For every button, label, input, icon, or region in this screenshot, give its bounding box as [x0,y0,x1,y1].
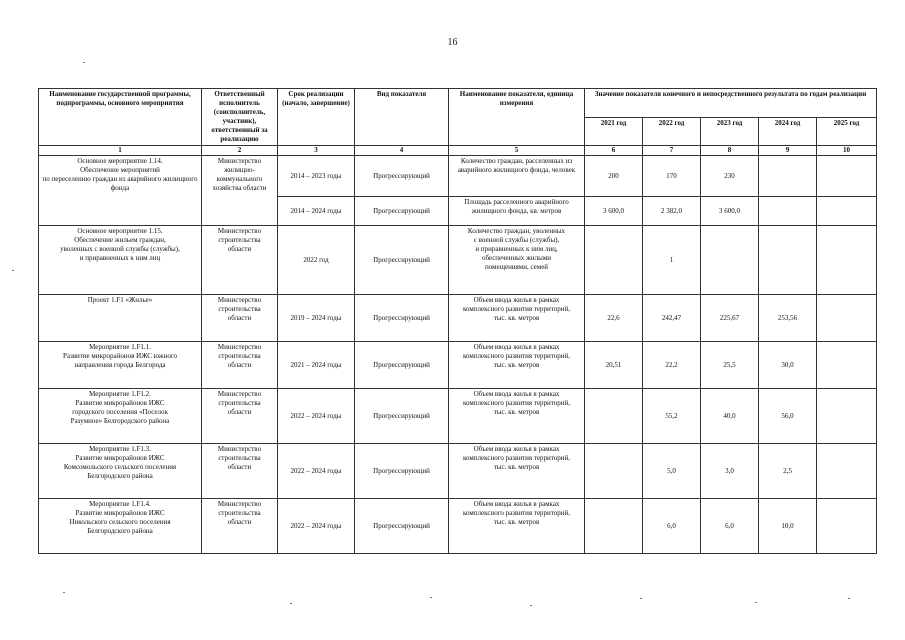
value-cell: 55,2 [643,389,701,444]
scan-speck [83,62,85,63]
value-cell [817,295,877,342]
type-cell: Прогрессирующий [355,226,449,295]
program-cell: Мероприятие 1.F1.2. Развитие микрорайонов ИЖС городского поселения «Поселок Разумное» Белгородского района [39,389,202,444]
scan-speck [530,605,532,606]
value-cell [759,197,817,226]
column-number: 8 [701,146,759,156]
type-cell: Прогрессирующий [355,499,449,554]
value-cell [585,499,643,554]
value-cell [585,444,643,499]
value-cell: 1 [643,226,701,295]
indicator-cell: Объем ввода жилья в рамках комплексного развития территорий, тыс. кв. метров [449,295,585,342]
value-cell: 170 [643,156,701,197]
indicator-cell: Количество граждан, расселенных из аварийного жилищного фонда, человек [449,156,585,197]
value-cell: 10,0 [759,499,817,554]
term-cell: 2019 – 2024 годы [278,295,355,342]
indicator-cell: Объем ввода жилья в рамках комплексного развития территорий, тыс. кв. метров [449,444,585,499]
program-cell: Мероприятие 1.F1.4. Развитие микрорайонов ИЖС Никольского сельского поселения Белгородского района [39,499,202,554]
scan-speck [848,598,850,599]
table-row [39,226,877,295]
value-cell: 3,0 [701,444,759,499]
value-cell: 22,6 [585,295,643,342]
column-number: 2 [202,146,278,156]
executor-cell: Министерство строительства области [202,226,278,295]
value-cell [817,197,877,226]
term-cell: 2014 – 2023 годы [278,156,355,197]
table-row [39,342,877,389]
type-cell: Прогрессирующий [355,197,449,226]
header-year-2022: 2022 год [643,117,701,146]
value-cell [759,226,817,295]
value-cell [817,389,877,444]
term-cell: 2021 – 2024 годы [278,342,355,389]
column-number: 3 [278,146,355,156]
header-program: Наименование государственной программы, подпрограммы, основного мероприятия [39,89,202,146]
header-term: Срок реализации (начало, завершение) [278,89,355,146]
type-cell: Прогрессирующий [355,342,449,389]
program-cell: Основное мероприятие 1.14. Обеспечение мероприятий по переселению граждан из аварийного жилищного фонда [39,156,202,226]
page-number: 16 [447,37,458,48]
type-cell: Прогрессирующий [355,295,449,342]
value-cell [817,499,877,554]
value-cell: 22,2 [643,342,701,389]
value-cell: 25,5 [701,342,759,389]
table-row [39,156,877,197]
program-cell: Мероприятие 1.F1.3. Развитие микрорайонов ИЖС Комсомольского сельского поселения Белгородского района [39,444,202,499]
column-number: 10 [817,146,877,156]
value-cell [585,389,643,444]
indicator-cell: Количество граждан, уволенных с военной службы (службы), и приравненных к ним лиц, обеспеченных жилыми помещениями, семей [449,226,585,295]
header-indicator-name: Наименование показателя, единица измерения [449,89,585,146]
executor-cell: Министерство жилищно- коммунального хозяйства области [202,156,278,226]
type-cell: Прогрессирующий [355,156,449,197]
value-cell: 5,0 [643,444,701,499]
header-year-2024: 2024 год [759,117,817,146]
header-executor: Ответственный исполнитель (соисполнитель, участник), ответственный за реализацию [202,89,278,146]
value-cell [759,156,817,197]
value-cell: 3 600,0 [585,197,643,226]
term-cell: 2022 – 2024 годы [278,444,355,499]
executor-cell: Министерство строительства области [202,342,278,389]
term-cell: 2022 – 2024 годы [278,499,355,554]
executor-cell: Министерство строительства области [202,444,278,499]
term-cell: 2022 – 2024 годы [278,389,355,444]
program-cell: Проект 1.F1 «Жилье» [39,295,202,342]
column-number: 5 [449,146,585,156]
value-cell: 253,56 [759,295,817,342]
column-number: 9 [759,146,817,156]
header-year-2023: 2023 год [701,117,759,146]
scan-speck [12,270,14,271]
header-year-2025: 2025 год [817,117,877,146]
program-cell: Основное мероприятие 1.15. Обеспечение жильем граждан, уволенных с военной службы (службы), и приравненных к ним лиц [39,226,202,295]
term-cell: 2014 – 2024 годы [278,197,355,226]
header-row [39,89,877,118]
value-cell: 20,51 [585,342,643,389]
indicator-cell: Объем ввода жилья в рамках комплексного развития территорий, тыс. кв. метров [449,389,585,444]
value-cell: 40,0 [701,389,759,444]
column-number: 7 [643,146,701,156]
type-cell: Прогрессирующий [355,389,449,444]
value-cell: 56,0 [759,389,817,444]
program-cell: Мероприятие 1.F1.1. Развитие микрорайонов ИЖС южного направления города Белгорода [39,342,202,389]
indicator-cell: Объем ввода жилья в рамках комплексного развития территорий, тыс. кв. метров [449,342,585,389]
header-indicator-type: Вид показателя [355,89,449,146]
scan-speck [755,602,757,603]
value-cell: 3 600,0 [701,197,759,226]
value-cell [817,226,877,295]
column-number: 1 [39,146,202,156]
value-cell: 2 382,0 [643,197,701,226]
header-year-2021: 2021 год [585,117,643,146]
indicator-cell: Объем ввода жилья в рамках комплексного развития территорий, тыс. кв. метров [449,499,585,554]
executor-cell: Министерство строительства области [202,389,278,444]
value-cell: 30,0 [759,342,817,389]
value-cell: 6,0 [643,499,701,554]
value-cell: 242,47 [643,295,701,342]
value-cell [817,342,877,389]
scan-speck [640,598,642,599]
program-indicators-table [38,88,877,554]
value-cell: 200 [585,156,643,197]
value-cell: 225,67 [701,295,759,342]
value-cell: 230 [701,156,759,197]
table-row [39,389,877,444]
table-row [39,295,877,342]
table-row [39,444,877,499]
column-number: 6 [585,146,643,156]
value-cell [701,226,759,295]
column-number: 4 [355,146,449,156]
indicator-cell: Площадь расселенного аварийного жилищного фонда, кв. метров [449,197,585,226]
value-cell [585,226,643,295]
value-cell: 2,5 [759,444,817,499]
scan-speck [430,597,432,598]
term-cell: 2022 год [278,226,355,295]
scan-speck [63,592,65,593]
column-number-row [39,146,877,156]
type-cell: Прогрессирующий [355,444,449,499]
table-row [39,499,877,554]
executor-cell: Министерство строительства области [202,499,278,554]
value-cell [817,444,877,499]
value-cell [817,156,877,197]
scan-speck [290,603,292,604]
header-values-group: Значение показателя конечного и непосредственного результата по годам реализации [585,89,877,118]
value-cell: 6,0 [701,499,759,554]
executor-cell: Министерство строительства области [202,295,278,342]
